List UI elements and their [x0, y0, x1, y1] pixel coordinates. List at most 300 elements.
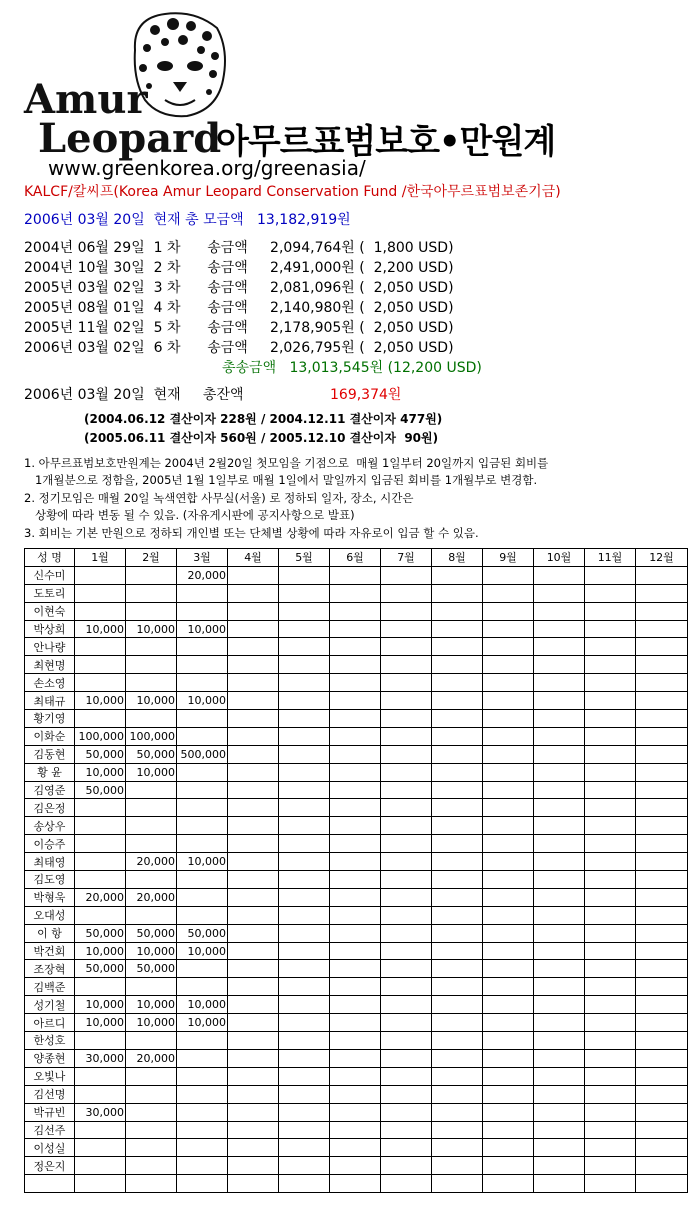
member-name: 이승주	[25, 835, 75, 853]
table-row	[25, 853, 688, 871]
transfer-1: 2004년 06월 29일 1 차 송금액 2,094,764원 ( 1,800 USD)	[24, 240, 454, 256]
month-cell	[228, 906, 279, 924]
month-cell	[330, 888, 381, 906]
month-cell	[534, 853, 585, 871]
table-row	[25, 1121, 688, 1139]
month-cell	[126, 1032, 177, 1050]
month-cell	[432, 1085, 483, 1103]
month-cell	[228, 996, 279, 1014]
month-cell	[432, 853, 483, 871]
month-cell	[279, 620, 330, 638]
month-cell	[585, 656, 636, 674]
month-cell	[279, 1085, 330, 1103]
month-cell	[432, 835, 483, 853]
month-cell	[177, 1049, 228, 1067]
month-cell	[381, 727, 432, 745]
table-row	[25, 727, 688, 745]
month-cell	[228, 888, 279, 906]
month-cell	[636, 584, 688, 602]
month-cell	[279, 674, 330, 692]
month-cell	[228, 853, 279, 871]
month-cell	[432, 1032, 483, 1050]
month-cell	[636, 888, 688, 906]
table-row	[25, 763, 688, 781]
month-cell	[534, 817, 585, 835]
table-row	[25, 602, 688, 620]
month-cell: 50,000	[75, 960, 126, 978]
month-cell	[228, 638, 279, 656]
month-cell	[228, 692, 279, 710]
month-cell	[75, 1175, 126, 1193]
rule-3: 3. 회비는 기본 만원으로 정하되 개인별 또는 단체별 상황에 따라 자유로이 입금 할 수 있음.	[24, 526, 479, 540]
month-cell: 10,000	[177, 942, 228, 960]
month-cell	[279, 799, 330, 817]
month-cell	[534, 978, 585, 996]
month-cell: 50,000	[126, 745, 177, 763]
month-cell	[636, 566, 688, 584]
month-cell	[126, 656, 177, 674]
site-url[interactable]: www.greenkorea.org/greenasia/	[48, 156, 366, 180]
month-cell	[483, 745, 534, 763]
month-cell	[534, 674, 585, 692]
month-cell	[228, 710, 279, 728]
month-cell	[381, 745, 432, 763]
month-cell	[279, 692, 330, 710]
month-cell	[228, 566, 279, 584]
month-cell	[432, 924, 483, 942]
month-cell	[585, 871, 636, 889]
member-name: 한성호	[25, 1032, 75, 1050]
month-cell	[483, 638, 534, 656]
month-cell	[381, 942, 432, 960]
month-cell	[585, 763, 636, 781]
month-cell	[585, 996, 636, 1014]
month-cell	[177, 1085, 228, 1103]
month-cell	[279, 942, 330, 960]
month-cell	[330, 817, 381, 835]
month-cell	[75, 710, 126, 728]
month-cell	[636, 638, 688, 656]
month-cell	[126, 1067, 177, 1085]
month-cell	[126, 781, 177, 799]
month-cell	[483, 602, 534, 620]
month-cell	[483, 817, 534, 835]
month-cell	[636, 853, 688, 871]
month-cell	[534, 781, 585, 799]
month-cell	[432, 710, 483, 728]
month-cell	[483, 692, 534, 710]
member-name: 이현숙	[25, 602, 75, 620]
month-cell	[534, 996, 585, 1014]
column-header-month-8: 8월	[432, 549, 483, 567]
month-cell	[432, 674, 483, 692]
month-cell	[585, 781, 636, 799]
table-row	[25, 906, 688, 924]
table-row	[25, 871, 688, 889]
member-name: 김동현	[25, 745, 75, 763]
member-name: 김영준	[25, 781, 75, 799]
month-cell	[636, 781, 688, 799]
month-cell	[432, 1014, 483, 1032]
month-cell	[636, 942, 688, 960]
month-cell	[330, 1157, 381, 1175]
month-cell	[381, 817, 432, 835]
month-cell	[330, 745, 381, 763]
month-cell	[228, 978, 279, 996]
month-cell: 10,000	[126, 1014, 177, 1032]
table-row	[25, 1175, 688, 1193]
month-cell: 10,000	[126, 942, 177, 960]
month-cell	[483, 1049, 534, 1067]
month-cell	[483, 566, 534, 584]
month-cell	[75, 656, 126, 674]
month-cell	[228, 602, 279, 620]
month-cell	[432, 727, 483, 745]
member-name: 박형욱	[25, 888, 75, 906]
month-cell	[432, 1175, 483, 1193]
month-cell	[432, 745, 483, 763]
month-cell	[126, 835, 177, 853]
month-cell	[330, 996, 381, 1014]
month-cell	[534, 1067, 585, 1085]
month-cell: 20,000	[126, 853, 177, 871]
rule-1a: 1. 아무르표범보호만원계는 2004년 2월20일 첫모임을 기점으로 매월 1일부터 20일까지 입금된 회비를	[24, 456, 549, 470]
month-cell	[585, 942, 636, 960]
month-cell	[126, 710, 177, 728]
month-cell	[228, 960, 279, 978]
month-cell	[585, 888, 636, 906]
month-cell	[177, 656, 228, 674]
member-name: 황기영	[25, 710, 75, 728]
month-cell: 10,000	[75, 942, 126, 960]
member-name: 양종현	[25, 1049, 75, 1067]
month-cell	[381, 888, 432, 906]
month-cell	[636, 1014, 688, 1032]
month-cell	[177, 710, 228, 728]
month-cell	[75, 906, 126, 924]
month-cell	[636, 745, 688, 763]
month-cell	[330, 942, 381, 960]
table-row	[25, 566, 688, 584]
month-cell: 50,000	[75, 745, 126, 763]
table-row	[25, 781, 688, 799]
month-cell	[636, 710, 688, 728]
month-cell	[432, 1067, 483, 1085]
month-cell	[330, 1121, 381, 1139]
month-cell	[279, 1103, 330, 1121]
balance-value: 169,374원	[330, 387, 402, 403]
month-cell	[381, 835, 432, 853]
month-cell	[636, 1085, 688, 1103]
total-transfer: 총송금액 13,013,545원 (12,200 USD)	[222, 360, 482, 376]
month-cell	[75, 1157, 126, 1175]
month-cell	[279, 1139, 330, 1157]
month-cell	[75, 674, 126, 692]
month-cell	[330, 835, 381, 853]
month-cell	[75, 1139, 126, 1157]
month-cell	[483, 960, 534, 978]
month-cell	[636, 924, 688, 942]
month-cell	[585, 1175, 636, 1193]
member-name: 성기철	[25, 996, 75, 1014]
month-cell	[534, 1139, 585, 1157]
month-cell	[585, 566, 636, 584]
month-cell	[483, 1032, 534, 1050]
month-cell	[585, 1085, 636, 1103]
member-name: 최태규	[25, 692, 75, 710]
month-cell: 10,000	[177, 853, 228, 871]
month-cell	[330, 1103, 381, 1121]
month-cell	[228, 799, 279, 817]
month-cell	[432, 638, 483, 656]
member-name: 이 항	[25, 924, 75, 942]
month-cell	[432, 996, 483, 1014]
table-row	[25, 942, 688, 960]
month-cell: 30,000	[75, 1049, 126, 1067]
balance-label: 2006년 03월 20일 현재 총잔액	[24, 387, 244, 403]
month-cell	[432, 763, 483, 781]
month-cell	[381, 674, 432, 692]
month-cell	[585, 1139, 636, 1157]
rule-2b: 상황에 따라 변동 될 수 있음. (자유게시판에 공지사항으로 발표)	[24, 508, 355, 522]
month-cell	[534, 566, 585, 584]
month-cell	[636, 674, 688, 692]
month-cell	[228, 1139, 279, 1157]
month-cell	[330, 960, 381, 978]
member-name: 황 윤	[25, 763, 75, 781]
month-cell	[636, 1157, 688, 1175]
month-cell	[75, 817, 126, 835]
month-cell	[483, 1085, 534, 1103]
column-header-month-5: 5월	[279, 549, 330, 567]
month-cell	[279, 871, 330, 889]
month-cell: 10,000	[177, 1014, 228, 1032]
month-cell	[483, 781, 534, 799]
month-cell: 10,000	[177, 620, 228, 638]
month-cell	[75, 1067, 126, 1085]
month-cell	[534, 656, 585, 674]
month-cell	[381, 692, 432, 710]
month-cell: 10,000	[75, 692, 126, 710]
month-cell	[483, 906, 534, 924]
transfer-6: 2006년 03월 02일 6 차 송금액 2,026,795원 ( 2,050 USD)	[24, 340, 454, 356]
member-name: 김은정	[25, 799, 75, 817]
table-header-row	[25, 549, 688, 567]
member-name: 이성실	[25, 1139, 75, 1157]
month-cell	[228, 763, 279, 781]
month-cell	[75, 566, 126, 584]
month-cell	[330, 763, 381, 781]
month-cell	[534, 1032, 585, 1050]
month-cell	[432, 566, 483, 584]
month-cell	[636, 656, 688, 674]
month-cell	[585, 602, 636, 620]
month-cell	[279, 1014, 330, 1032]
month-cell	[177, 1103, 228, 1121]
month-cell	[177, 835, 228, 853]
table-row	[25, 835, 688, 853]
month-cell	[534, 1121, 585, 1139]
fund-title: KALCF/칼씨프(Korea Amur Leopard Conservation Fund /한국아무르표범보존기금)	[24, 184, 561, 200]
member-name: 손소영	[25, 674, 75, 692]
member-name: 최현명	[25, 656, 75, 674]
month-cell: 50,000	[126, 924, 177, 942]
month-cell	[177, 799, 228, 817]
month-cell	[75, 871, 126, 889]
month-cell	[177, 1067, 228, 1085]
month-cell	[432, 960, 483, 978]
month-cell	[636, 799, 688, 817]
member-name: 오빛나	[25, 1067, 75, 1085]
month-cell	[483, 1139, 534, 1157]
month-cell	[75, 602, 126, 620]
month-cell	[381, 602, 432, 620]
transfer-5: 2005년 11월 02일 5 차 송금액 2,178,905원 ( 2,050 USD)	[24, 320, 454, 336]
month-cell	[381, 1121, 432, 1139]
month-cell	[585, 906, 636, 924]
table-row	[25, 1049, 688, 1067]
month-cell: 10,000	[126, 996, 177, 1014]
member-name: 박건회	[25, 942, 75, 960]
month-cell	[126, 602, 177, 620]
member-name: 신수미	[25, 566, 75, 584]
month-cell: 10,000	[126, 763, 177, 781]
month-cell	[126, 978, 177, 996]
month-cell	[585, 745, 636, 763]
month-cell	[330, 1067, 381, 1085]
month-cell	[381, 978, 432, 996]
table-row	[25, 817, 688, 835]
month-cell	[279, 638, 330, 656]
month-cell	[330, 978, 381, 996]
month-cell	[228, 584, 279, 602]
month-cell	[279, 1157, 330, 1175]
month-cell	[534, 1085, 585, 1103]
column-header-month-11: 11월	[585, 549, 636, 567]
month-cell	[75, 1085, 126, 1103]
month-cell	[177, 1175, 228, 1193]
month-cell	[534, 924, 585, 942]
month-cell	[381, 996, 432, 1014]
month-cell	[636, 1032, 688, 1050]
transfer-4: 2005년 08월 01일 4 차 송금액 2,140,980원 ( 2,050 USD)	[24, 300, 454, 316]
month-cell	[585, 1032, 636, 1050]
month-cell	[75, 638, 126, 656]
month-cell	[279, 835, 330, 853]
month-cell	[279, 584, 330, 602]
month-cell	[177, 978, 228, 996]
table-row	[25, 656, 688, 674]
month-cell	[228, 1032, 279, 1050]
month-cell	[381, 781, 432, 799]
month-cell	[381, 638, 432, 656]
month-cell	[381, 1085, 432, 1103]
month-cell	[177, 906, 228, 924]
month-cell	[126, 1103, 177, 1121]
month-cell	[381, 924, 432, 942]
month-cell	[279, 1032, 330, 1050]
month-cell	[228, 1014, 279, 1032]
month-cell	[228, 817, 279, 835]
month-cell	[126, 584, 177, 602]
month-cell	[534, 960, 585, 978]
month-cell	[330, 692, 381, 710]
month-cell: 10,000	[75, 620, 126, 638]
column-header-month-12: 12월	[636, 549, 688, 567]
month-cell	[636, 1103, 688, 1121]
month-cell	[483, 763, 534, 781]
transfer-3: 2005년 03월 02일 3 차 송금액 2,081,096원 ( 2,050 USD)	[24, 280, 454, 296]
month-cell	[228, 1085, 279, 1103]
month-cell	[381, 1157, 432, 1175]
month-cell	[381, 763, 432, 781]
column-header-month-1: 1월	[75, 549, 126, 567]
dues-table	[24, 548, 688, 1193]
month-cell	[279, 656, 330, 674]
month-cell	[636, 620, 688, 638]
month-cell	[585, 727, 636, 745]
month-cell	[534, 906, 585, 924]
month-cell	[381, 799, 432, 817]
month-cell	[534, 1175, 585, 1193]
column-header-name: 성 명	[25, 549, 75, 567]
month-cell	[534, 745, 585, 763]
month-cell	[381, 906, 432, 924]
month-cell	[534, 1103, 585, 1121]
table-row	[25, 1139, 688, 1157]
member-name: 정은지	[25, 1157, 75, 1175]
month-cell	[279, 1067, 330, 1085]
member-name: 송상우	[25, 817, 75, 835]
month-cell	[330, 620, 381, 638]
month-cell	[228, 942, 279, 960]
month-cell	[279, 1175, 330, 1193]
month-cell	[483, 1067, 534, 1085]
month-cell: 10,000	[75, 996, 126, 1014]
month-cell	[483, 1157, 534, 1175]
table-row	[25, 996, 688, 1014]
month-cell	[534, 1014, 585, 1032]
month-cell	[534, 871, 585, 889]
month-cell	[228, 1157, 279, 1175]
month-cell	[585, 853, 636, 871]
month-cell: 20,000	[126, 888, 177, 906]
member-name: 이화순	[25, 727, 75, 745]
month-cell	[330, 674, 381, 692]
month-cell	[636, 1049, 688, 1067]
member-name: 최태영	[25, 853, 75, 871]
table-row	[25, 1157, 688, 1175]
month-cell	[636, 727, 688, 745]
member-name: 조장혁	[25, 960, 75, 978]
month-cell: 10,000	[126, 692, 177, 710]
month-cell	[279, 1049, 330, 1067]
column-header-month-9: 9월	[483, 549, 534, 567]
month-cell	[432, 620, 483, 638]
month-cell	[483, 1175, 534, 1193]
month-cell	[330, 602, 381, 620]
month-cell	[330, 1085, 381, 1103]
table-row	[25, 1067, 688, 1085]
month-cell	[177, 763, 228, 781]
month-cell	[534, 1049, 585, 1067]
table-row	[25, 1103, 688, 1121]
month-cell	[483, 888, 534, 906]
month-cell	[534, 1157, 585, 1175]
month-cell	[330, 781, 381, 799]
member-name: 아르디	[25, 1014, 75, 1032]
table-row	[25, 692, 688, 710]
